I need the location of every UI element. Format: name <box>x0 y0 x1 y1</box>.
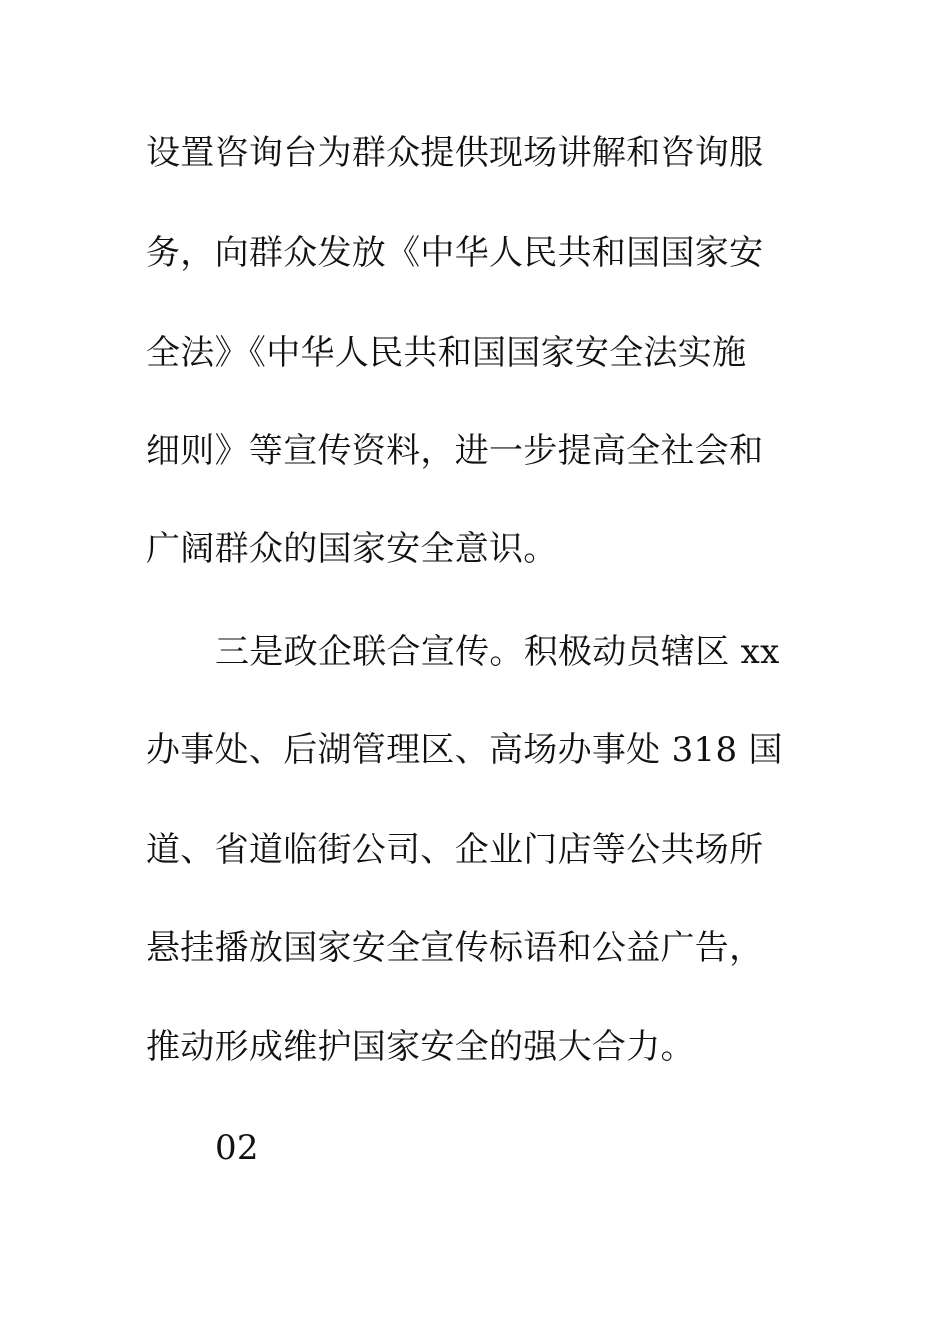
paragraph-line-4: 细则》等宣传资料，进一步提高全社会和 <box>146 431 764 471</box>
paragraph-line-6: 三是政企联合宣传。积极动员辖区 xx <box>215 632 780 672</box>
paragraph-line-5: 广阔群众的国家安全意识。 <box>146 529 558 569</box>
paragraph-line-9: 悬挂播放国家安全宣传标语和公益广告， <box>146 928 764 968</box>
paragraph-line-1: 设置咨询台为群众提供现场讲解和咨询服 <box>146 133 764 173</box>
section-number: 02 <box>215 1128 259 1168</box>
paragraph-line-3: 全法》《中华人民共和国国家安全法实施 <box>146 333 747 373</box>
paragraph-line-8: 道、省道临街公司、企业门店等公共场所 <box>146 830 764 870</box>
paragraph-line-7: 办事处、后湖管理区、高场办事处 318 国 <box>146 730 783 770</box>
paragraph-line-2: 务，向群众发放《中华人民共和国国家安 <box>146 233 764 273</box>
paragraph-line-10: 推动形成维护国家安全的强大合力。 <box>146 1027 695 1067</box>
